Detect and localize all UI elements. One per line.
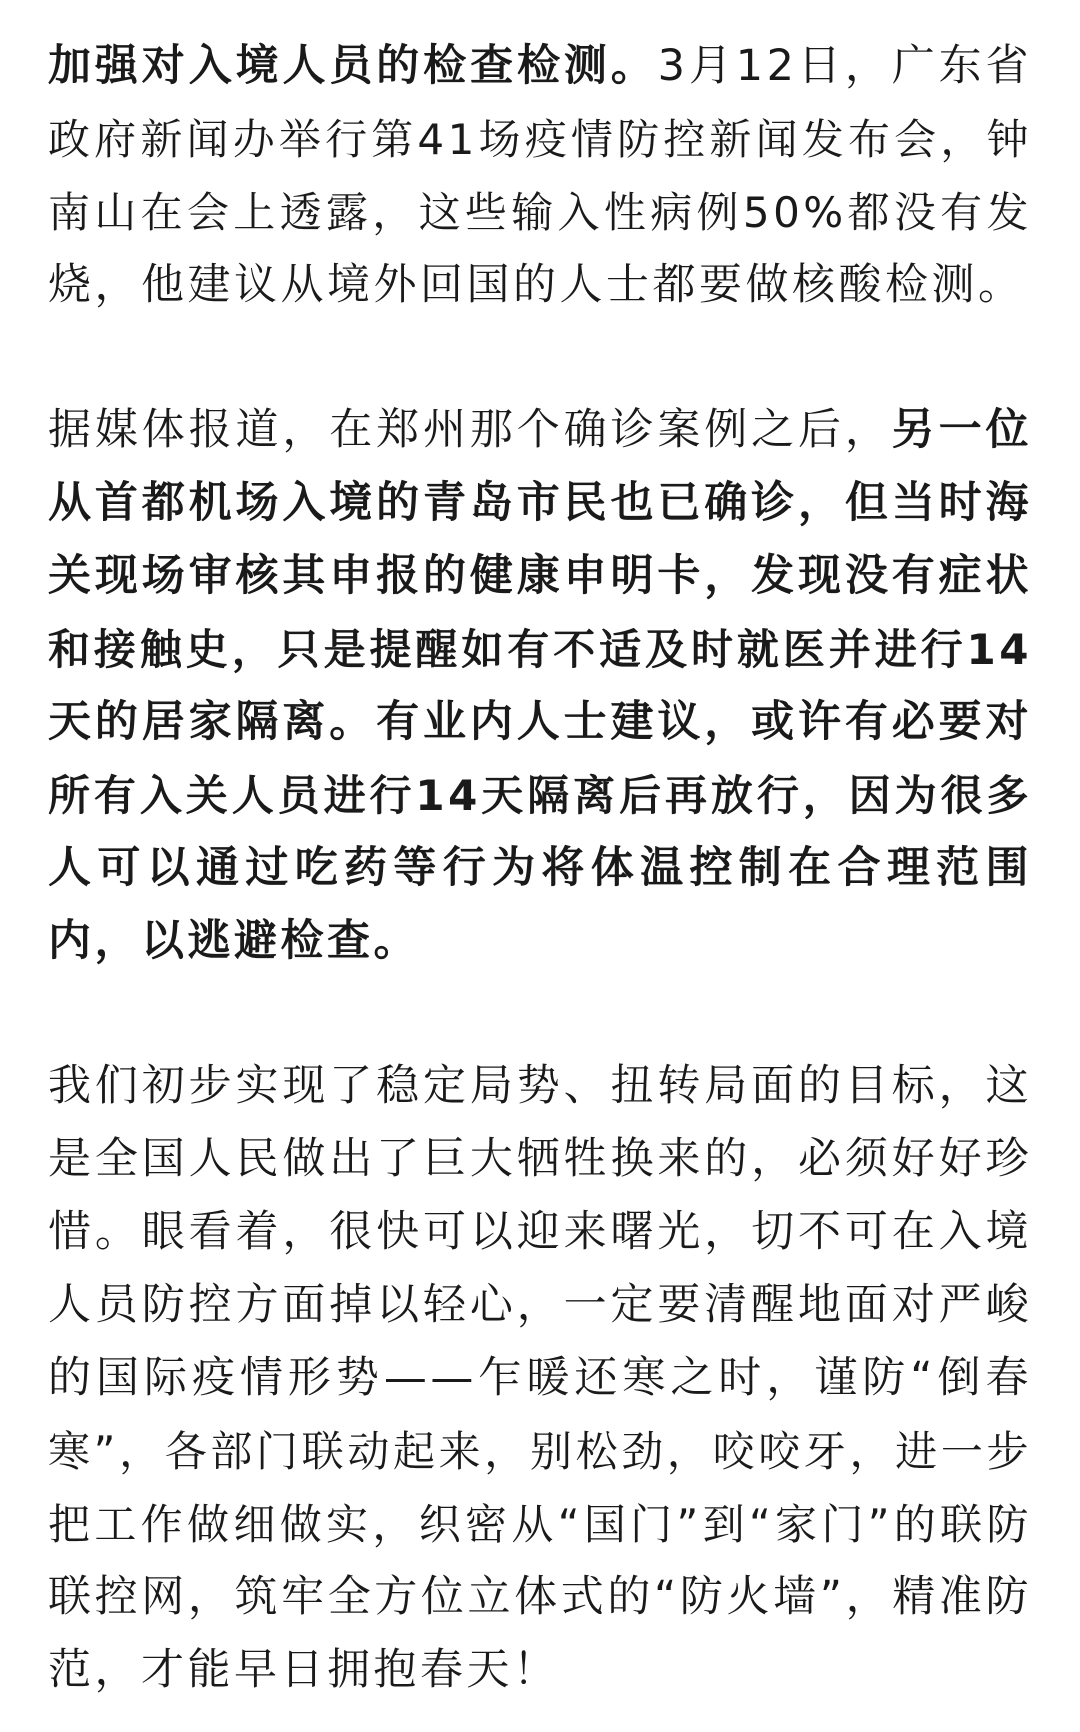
text-line [48, 686, 1032, 759]
text-line [48, 1342, 1032, 1415]
text-line [48, 394, 1032, 467]
text-segment: 我们初步实现了稳定局势、扭转局面的目标，这 [48, 1061, 1032, 1111]
text-line [48, 832, 1032, 905]
text-segment: 联控网，筑牢全方位立体式的“防火墙”，精准防 [48, 1572, 1032, 1622]
text-segment: 是全国人民做出了巨大牺牲换来的，必须好好珍 [48, 1134, 1032, 1184]
paragraph [48, 1050, 1032, 1707]
text-segment: 范，才能早日拥抱春天！ [48, 1645, 560, 1695]
text-segment: 惜。眼看着，很快可以迎来曙光，切不可在入境 [48, 1207, 1032, 1257]
text-line [48, 467, 1032, 540]
text-line [48, 540, 1032, 613]
text-line [48, 103, 1032, 176]
text-segment: 南山在会上透露，这些输入性病例50%都没有发 [48, 188, 1032, 237]
text-segment: 把工作做细做实，织密从“国门”到“家门”的联防 [48, 1500, 1032, 1549]
text-line [48, 1415, 1032, 1488]
text-line [48, 1123, 1032, 1196]
text-line [48, 613, 1032, 686]
bold-text-segment: 加强对入境人员的检查检测。 [48, 41, 658, 91]
text-line [48, 759, 1032, 832]
text-line [48, 249, 1032, 322]
paragraph [48, 30, 1032, 322]
text-line [48, 1050, 1032, 1123]
bold-text-segment: 有业内人士建议，或许有必要对 [376, 697, 1032, 747]
bold-text-segment: 内，以逃避检查。 [48, 916, 420, 966]
bold-text-segment: 人可以通过吃药等行为将体温控制在合理范围 [48, 843, 1032, 893]
text-segment: 据媒体报道，在郑州那个确诊案例之后， [48, 405, 892, 455]
text-segment: 寒”，各部门联动起来，别松劲，咬咬牙，进一步 [48, 1427, 1032, 1476]
bold-text-segment: 和接触史，只是提醒如有不适及时就医并进行14 [48, 625, 1032, 674]
text-line [48, 30, 1032, 103]
text-segment: 烧，他建议从境外回国的人士都要做核酸检测。 [48, 260, 1025, 310]
bold-text-segment: 天的居家隔离。 [48, 697, 377, 747]
text-segment: 政府新闻办举行第41场疫情防控新闻发布会，钟 [48, 115, 1032, 164]
text-segment: 的国际疫情形势——乍暖还寒之时，谨防“倒春 [48, 1353, 1032, 1403]
text-line [48, 1634, 1032, 1707]
text-line [48, 176, 1032, 249]
bold-text-segment: 关现场审核其申报的健康申明卡，发现没有症状 [48, 551, 1032, 601]
text-segment: 3月12日，广东省 [657, 41, 1033, 91]
bold-text-segment: 所有入关人员进行14天隔离后再放行，因为很多 [48, 771, 1032, 820]
text-line [48, 1488, 1032, 1561]
text-segment: 人员防控方面掉以轻心，一定要清醒地面对严峻 [48, 1280, 1032, 1330]
text-line [48, 1561, 1032, 1634]
text-line [48, 905, 1032, 978]
text-line [48, 1196, 1032, 1269]
text-line [48, 1269, 1032, 1342]
paragraph [48, 394, 1032, 978]
bold-text-segment: 从首都机场入境的青岛市民也已确诊，但当时海 [48, 478, 1032, 528]
bold-text-segment: 另一位 [891, 405, 1032, 455]
